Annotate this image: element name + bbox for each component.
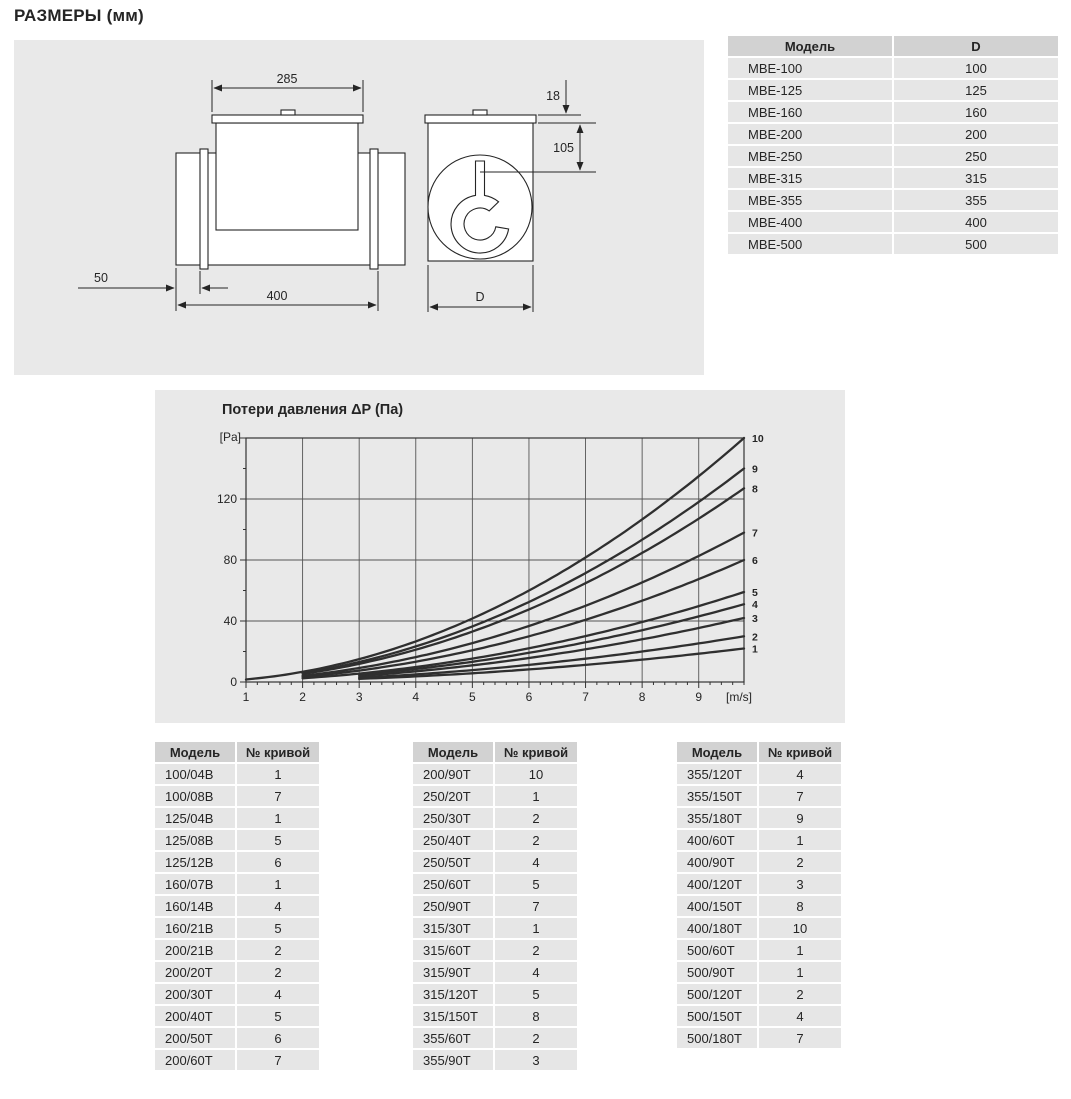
table-row (155, 1050, 319, 1070)
model-cell: 500/150T (677, 1006, 757, 1026)
value-cell: 4 (237, 984, 319, 1004)
model-cell: MBE-315 (728, 168, 892, 188)
chart-title: Потери давления ΔP (Па) (222, 402, 404, 418)
table-row (413, 962, 577, 982)
value-cell: 2 (759, 984, 841, 1004)
table-row (677, 852, 841, 872)
value-cell: 1 (759, 962, 841, 982)
model-cell: 355/60T (413, 1028, 493, 1048)
model-cell: MBE-100 (728, 58, 892, 78)
model-cell: 500/90T (677, 962, 757, 982)
column-header: D (894, 36, 1058, 56)
table-row (413, 830, 577, 850)
curve-table-3 (675, 740, 843, 1050)
value-cell: 2 (237, 940, 319, 960)
model-cell: 500/120T (677, 984, 757, 1004)
model-cell: 160/21B (155, 918, 235, 938)
model-cell: 200/20T (155, 962, 235, 982)
value-cell: 250 (894, 146, 1058, 166)
model-cell: 315/60T (413, 940, 493, 960)
value-cell: 4 (495, 962, 577, 982)
model-cell: 125/04B (155, 808, 235, 828)
value-cell: 315 (894, 168, 1058, 188)
value-cell: 355 (894, 190, 1058, 210)
curve-number-label: 3 (752, 612, 758, 625)
table-row (413, 1006, 577, 1026)
table-row (155, 918, 319, 938)
front-view-lid (425, 115, 536, 123)
model-cell: 100/08B (155, 786, 235, 806)
pressure-curve-10 (246, 438, 744, 680)
curve-table-2 (411, 740, 579, 1072)
model-cell: 200/21B (155, 940, 235, 960)
table-row (677, 1006, 841, 1026)
value-cell: 3 (759, 874, 841, 894)
flange-left (200, 149, 208, 269)
model-cell: MBE-125 (728, 80, 892, 100)
header-row (413, 742, 577, 762)
table-row (413, 1050, 577, 1070)
x-tick-label: 3 (355, 690, 363, 704)
value-cell: 2 (237, 962, 319, 982)
model-cell: 160/07B (155, 874, 235, 894)
model-cell: 500/180T (677, 1028, 757, 1048)
y-tick-label: 0 (230, 675, 237, 689)
value-cell: 2 (495, 1028, 577, 1048)
dim-18: 18 (546, 89, 560, 103)
model-cell: 250/20T (413, 786, 493, 806)
value-cell: 1 (495, 786, 577, 806)
model-diameter-table (726, 34, 1060, 256)
value-cell: 5 (237, 830, 319, 850)
model-cell: 250/30T (413, 808, 493, 828)
model-cell: 500/60T (677, 940, 757, 960)
model-cell: 400/120T (677, 874, 757, 894)
column-header: № кривой (759, 742, 841, 762)
model-cell: 400/90T (677, 852, 757, 872)
table-row (728, 234, 1058, 254)
table-row (155, 962, 319, 982)
value-cell: 1 (759, 940, 841, 960)
y-axis-unit-label: [Pa] (219, 430, 241, 444)
column-header: № кривой (495, 742, 577, 762)
table-row (728, 212, 1058, 232)
table-row (413, 786, 577, 806)
table-row (155, 896, 319, 916)
table-row (155, 830, 319, 850)
value-cell: 7 (237, 1050, 319, 1070)
table-row (413, 984, 577, 1004)
value-cell: 1 (237, 874, 319, 894)
model-cell: 200/50T (155, 1028, 235, 1048)
pressure-loss-chart (155, 390, 845, 723)
model-cell: MBE-250 (728, 146, 892, 166)
value-cell: 8 (759, 896, 841, 916)
model-cell: 315/120T (413, 984, 493, 1004)
model-cell: 250/90T (413, 896, 493, 916)
value-cell: 7 (237, 786, 319, 806)
pressure-loss-chart-panel (155, 390, 845, 723)
table-row (155, 984, 319, 1004)
table-row (728, 124, 1058, 144)
model-cell: 200/30T (155, 984, 235, 1004)
curve-number-label: 4 (752, 599, 758, 612)
model-cell: 160/14B (155, 896, 235, 916)
model-cell: 355/150T (677, 786, 757, 806)
column-header: Модель (413, 742, 493, 762)
table-row (413, 896, 577, 916)
column-header: Модель (728, 36, 892, 56)
model-cell: 250/50T (413, 852, 493, 872)
table-row (677, 918, 841, 938)
model-cell: 355/90T (413, 1050, 493, 1070)
model-cell: 125/12B (155, 852, 235, 872)
model-cell: MBE-500 (728, 234, 892, 254)
value-cell: 400 (894, 212, 1058, 232)
x-tick-label: 9 (695, 690, 703, 704)
x-tick-label: 2 (299, 690, 306, 704)
value-cell: 9 (759, 808, 841, 828)
terminal-box (216, 123, 358, 230)
value-cell: 1 (237, 808, 319, 828)
value-cell: 7 (759, 786, 841, 806)
value-cell: 160 (894, 102, 1058, 122)
dim-105: 105 (553, 141, 574, 155)
front-lid-nub (473, 110, 487, 115)
value-cell: 5 (495, 984, 577, 1004)
value-cell: 2 (495, 830, 577, 850)
table-row (728, 58, 1058, 78)
value-cell: 4 (495, 852, 577, 872)
x-tick-label: 7 (582, 690, 589, 704)
table-row (413, 852, 577, 872)
model-cell: 355/180T (677, 808, 757, 828)
table-row (155, 764, 319, 784)
page-title: РАЗМЕРЫ (мм) (14, 6, 144, 25)
curve-number-label: 6 (752, 555, 758, 567)
table-row (155, 852, 319, 872)
table-row (413, 808, 577, 828)
table-row (728, 190, 1058, 210)
table-row (677, 940, 841, 960)
value-cell: 100 (894, 58, 1058, 78)
dim-50: 50 (94, 271, 108, 285)
value-cell: 7 (495, 896, 577, 916)
table-row (155, 940, 319, 960)
curve-number-label: 10 (752, 433, 764, 445)
table-row (155, 874, 319, 894)
table-row (413, 874, 577, 894)
table-row (728, 80, 1058, 100)
table-row (677, 786, 841, 806)
value-cell: 5 (237, 1006, 319, 1026)
table-row (677, 874, 841, 894)
model-cell: 315/90T (413, 962, 493, 982)
chart-curves (246, 438, 744, 680)
value-cell: 3 (495, 1050, 577, 1070)
column-header: Модель (677, 742, 757, 762)
table-row (677, 1028, 841, 1048)
table-row (155, 1006, 319, 1026)
curve-table-1 (153, 740, 321, 1072)
model-cell: 400/180T (677, 918, 757, 938)
model-cell: 200/40T (155, 1006, 235, 1026)
curve-number-label: 5 (752, 587, 758, 600)
value-cell: 125 (894, 80, 1058, 100)
value-cell: 8 (495, 1006, 577, 1026)
x-tick-label: 6 (525, 690, 533, 704)
table-row (677, 896, 841, 916)
value-cell: 4 (237, 896, 319, 916)
value-cell: 2 (495, 940, 577, 960)
table-row (155, 808, 319, 828)
x-tick-label: 1 (242, 690, 250, 704)
model-cell: 315/150T (413, 1006, 493, 1026)
table-row (728, 168, 1058, 188)
value-cell: 5 (237, 918, 319, 938)
curve-number-label: 1 (752, 643, 758, 656)
curve-number-label: 7 (752, 527, 758, 540)
y-tick-label: 80 (223, 553, 237, 567)
model-cell: 250/40T (413, 830, 493, 850)
value-cell: 10 (495, 764, 577, 784)
model-cell: 250/60T (413, 874, 493, 894)
chart-ticks (240, 438, 744, 688)
dimensions-drawing (14, 40, 704, 375)
curve-number-label: 8 (752, 483, 758, 496)
model-cell: MBE-355 (728, 190, 892, 210)
dim-285: 285 (276, 72, 298, 86)
header-row (728, 36, 1058, 56)
value-cell: 10 (759, 918, 841, 938)
table-row (413, 918, 577, 938)
model-cell: 200/90T (413, 764, 493, 784)
model-cell: MBE-160 (728, 102, 892, 122)
value-cell: 6 (237, 852, 319, 872)
value-cell: 2 (495, 808, 577, 828)
table-row (728, 102, 1058, 122)
table-row (677, 962, 841, 982)
flange-right (370, 149, 378, 269)
y-tick-label: 120 (216, 492, 237, 506)
table-row (677, 830, 841, 850)
table-row (155, 786, 319, 806)
pressure-curve-4 (359, 604, 744, 675)
value-cell: 5 (495, 874, 577, 894)
x-tick-label: 8 (638, 690, 646, 704)
value-cell: 1 (495, 918, 577, 938)
curve-number-label: 9 (752, 463, 758, 476)
value-cell: 1 (237, 764, 319, 784)
table-row (677, 808, 841, 828)
table-row (155, 1028, 319, 1048)
curve-number-label: 2 (752, 631, 758, 644)
model-cell: 400/60T (677, 830, 757, 850)
model-cell: 400/150T (677, 896, 757, 916)
value-cell: 1 (759, 830, 841, 850)
table-row (413, 940, 577, 960)
column-header: Модель (155, 742, 235, 762)
table-row (677, 764, 841, 784)
terminal-box-lid (212, 115, 363, 123)
model-cell: MBE-200 (728, 124, 892, 144)
model-cell: 125/08B (155, 830, 235, 850)
header-row (677, 742, 841, 762)
header-row (155, 742, 319, 762)
column-header: № кривой (237, 742, 319, 762)
model-cell: 315/30T (413, 918, 493, 938)
value-cell: 4 (759, 1006, 841, 1026)
table-row (413, 764, 577, 784)
value-cell: 200 (894, 124, 1058, 144)
table-row (728, 146, 1058, 166)
model-cell: 100/04B (155, 764, 235, 784)
y-tick-label: 40 (223, 614, 237, 628)
model-cell: 355/120T (677, 764, 757, 784)
table-row (677, 984, 841, 1004)
x-axis-unit-label: [m/s] (726, 690, 752, 704)
x-tick-label: 4 (412, 690, 420, 704)
dimensions-drawing-panel (14, 40, 704, 375)
value-cell: 500 (894, 234, 1058, 254)
lid-nub (281, 110, 295, 115)
model-cell: MBE-400 (728, 212, 892, 232)
table-row (413, 1028, 577, 1048)
value-cell: 2 (759, 852, 841, 872)
x-tick-label: 5 (469, 690, 476, 704)
dim-D: D (475, 290, 485, 304)
value-cell: 4 (759, 764, 841, 784)
value-cell: 7 (759, 1028, 841, 1048)
dim-400: 400 (266, 289, 288, 303)
value-cell: 6 (237, 1028, 319, 1048)
model-cell: 200/60T (155, 1050, 235, 1070)
